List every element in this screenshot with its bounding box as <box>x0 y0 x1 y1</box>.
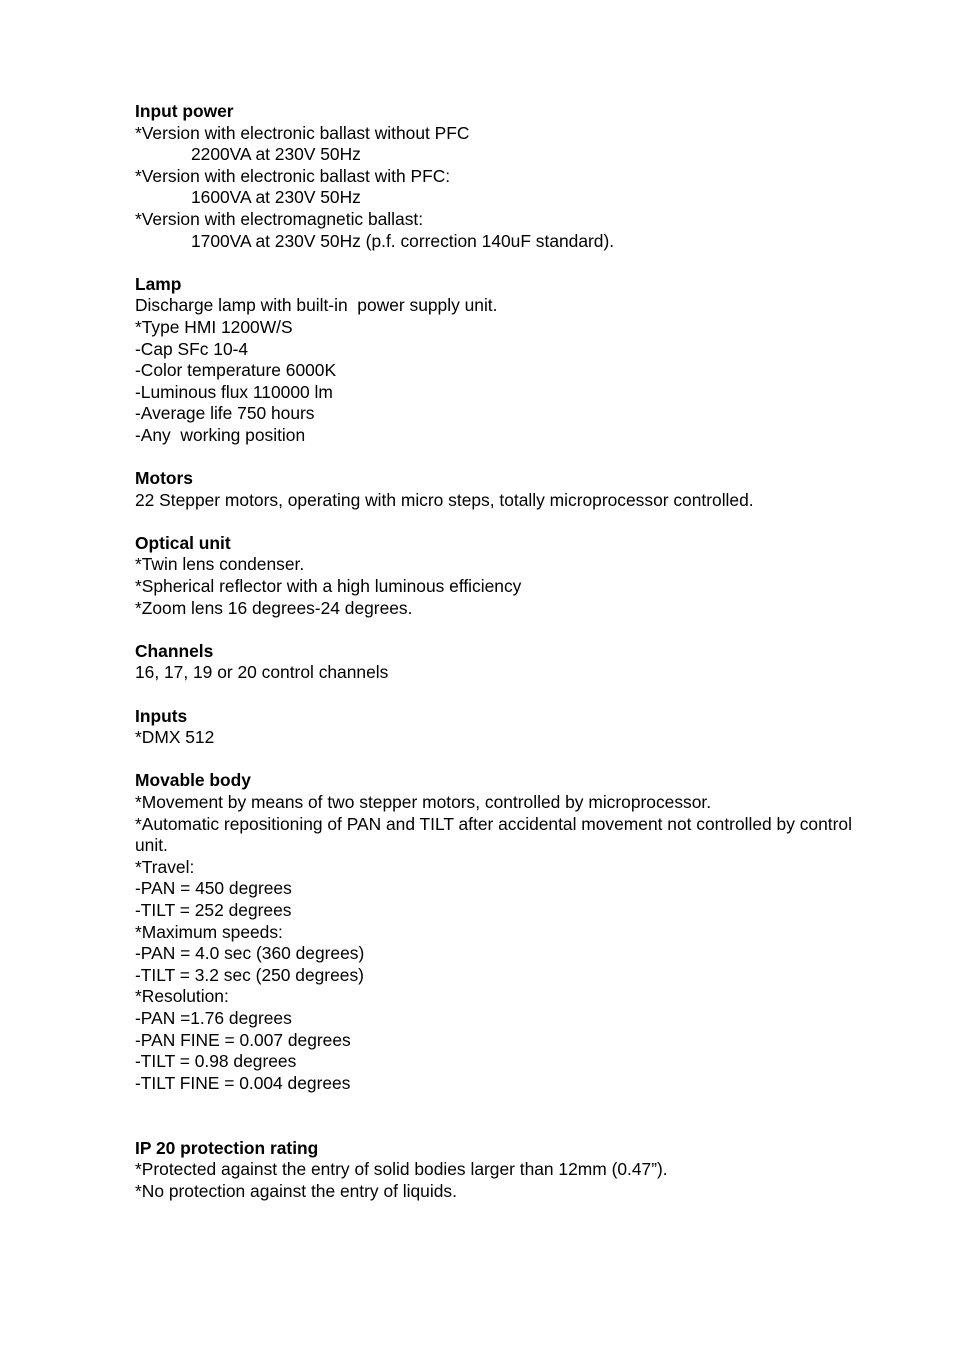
spec-document <box>135 101 875 1202</box>
spec-line: 22 Stepper motors, operating with micro steps, totally microprocessor controlled. <box>135 489 754 510</box>
spec-line: *No protection against the entry of liquids. <box>135 1180 457 1201</box>
spec-line: *Resolution: <box>135 986 229 1007</box>
section-heading: Optical unit <box>135 532 231 553</box>
section-heading: IP 20 protection rating <box>135 1137 319 1158</box>
section-motors <box>135 468 875 511</box>
section-ip-rating <box>135 1138 875 1203</box>
spec-line: -PAN =1.76 degrees <box>135 1007 292 1028</box>
section-inputs <box>135 706 875 749</box>
spec-line: -TILT = 0.98 degrees <box>135 1051 297 1072</box>
section-heading: Channels <box>135 640 214 661</box>
spec-value: 2200VA at 230V 50Hz <box>191 144 361 165</box>
spec-line: *Spherical reflector with a high luminous efficiency <box>135 576 522 597</box>
spec-value: 1700VA at 230V 50Hz (p.f. correction 140uF standard). <box>191 230 615 251</box>
section-heading: Lamp <box>135 273 182 294</box>
spec-line: *Travel: <box>135 856 195 877</box>
spec-line: *Zoom lens 16 degrees-24 degrees. <box>135 597 413 618</box>
spec-line: -TILT = 252 degrees <box>135 899 292 920</box>
section-heading: Motors <box>135 468 193 489</box>
section-optical-unit <box>135 533 875 619</box>
spec-line: -PAN FINE = 0.007 degrees <box>135 1029 351 1050</box>
spec-line: *Version with electromagnetic ballast: <box>135 208 424 229</box>
spec-line: *Maximum speeds: <box>135 921 283 942</box>
spec-line: -TILT = 3.2 sec (250 degrees) <box>135 964 364 985</box>
spec-line: *Type HMI 1200W/S <box>135 316 293 337</box>
spec-line: *Movement by means of two stepper motors, controlled by microprocessor. <box>135 792 712 812</box>
spec-line: *DMX 512 <box>135 727 215 748</box>
section-lamp <box>135 274 875 447</box>
section-heading: Movable body <box>135 770 251 791</box>
spec-line: Discharge lamp with built-in power supply unit. <box>135 295 498 316</box>
spec-line: *Twin lens condenser. <box>135 554 305 575</box>
section-channels <box>135 641 875 684</box>
spec-line: -Luminous flux 110000 lm <box>135 381 333 402</box>
spec-line: *Automatic repositioning of PAN and TILT after accidental movement not controlled by control unit. <box>135 813 852 856</box>
spec-line: *Protected against the entry of solid bodies larger than 12mm (0.47”). <box>135 1159 668 1180</box>
spec-line: *Version with electronic ballast with PFC: <box>135 165 451 186</box>
section-heading: Input power <box>135 101 234 121</box>
section-input-power <box>135 101 875 252</box>
spec-line: -Average life 750 hours <box>135 403 315 424</box>
spec-line: -Color temperature 6000K <box>135 360 337 381</box>
section-movable-body <box>135 770 875 1094</box>
spec-line: -PAN = 4.0 sec (360 degrees) <box>135 943 365 964</box>
spec-line: 16, 17, 19 or 20 control channels <box>135 662 389 683</box>
spec-line: -Cap SFc 10-4 <box>135 338 249 359</box>
spec-line: -Any working position <box>135 424 306 445</box>
spec-line: -TILT FINE = 0.004 degrees <box>135 1072 351 1093</box>
spec-line: *Version with electronic ballast without PFC <box>135 122 470 143</box>
spec-line: -PAN = 450 degrees <box>135 878 292 899</box>
spec-value: 1600VA at 230V 50Hz <box>191 187 361 208</box>
section-heading: Inputs <box>135 705 188 726</box>
